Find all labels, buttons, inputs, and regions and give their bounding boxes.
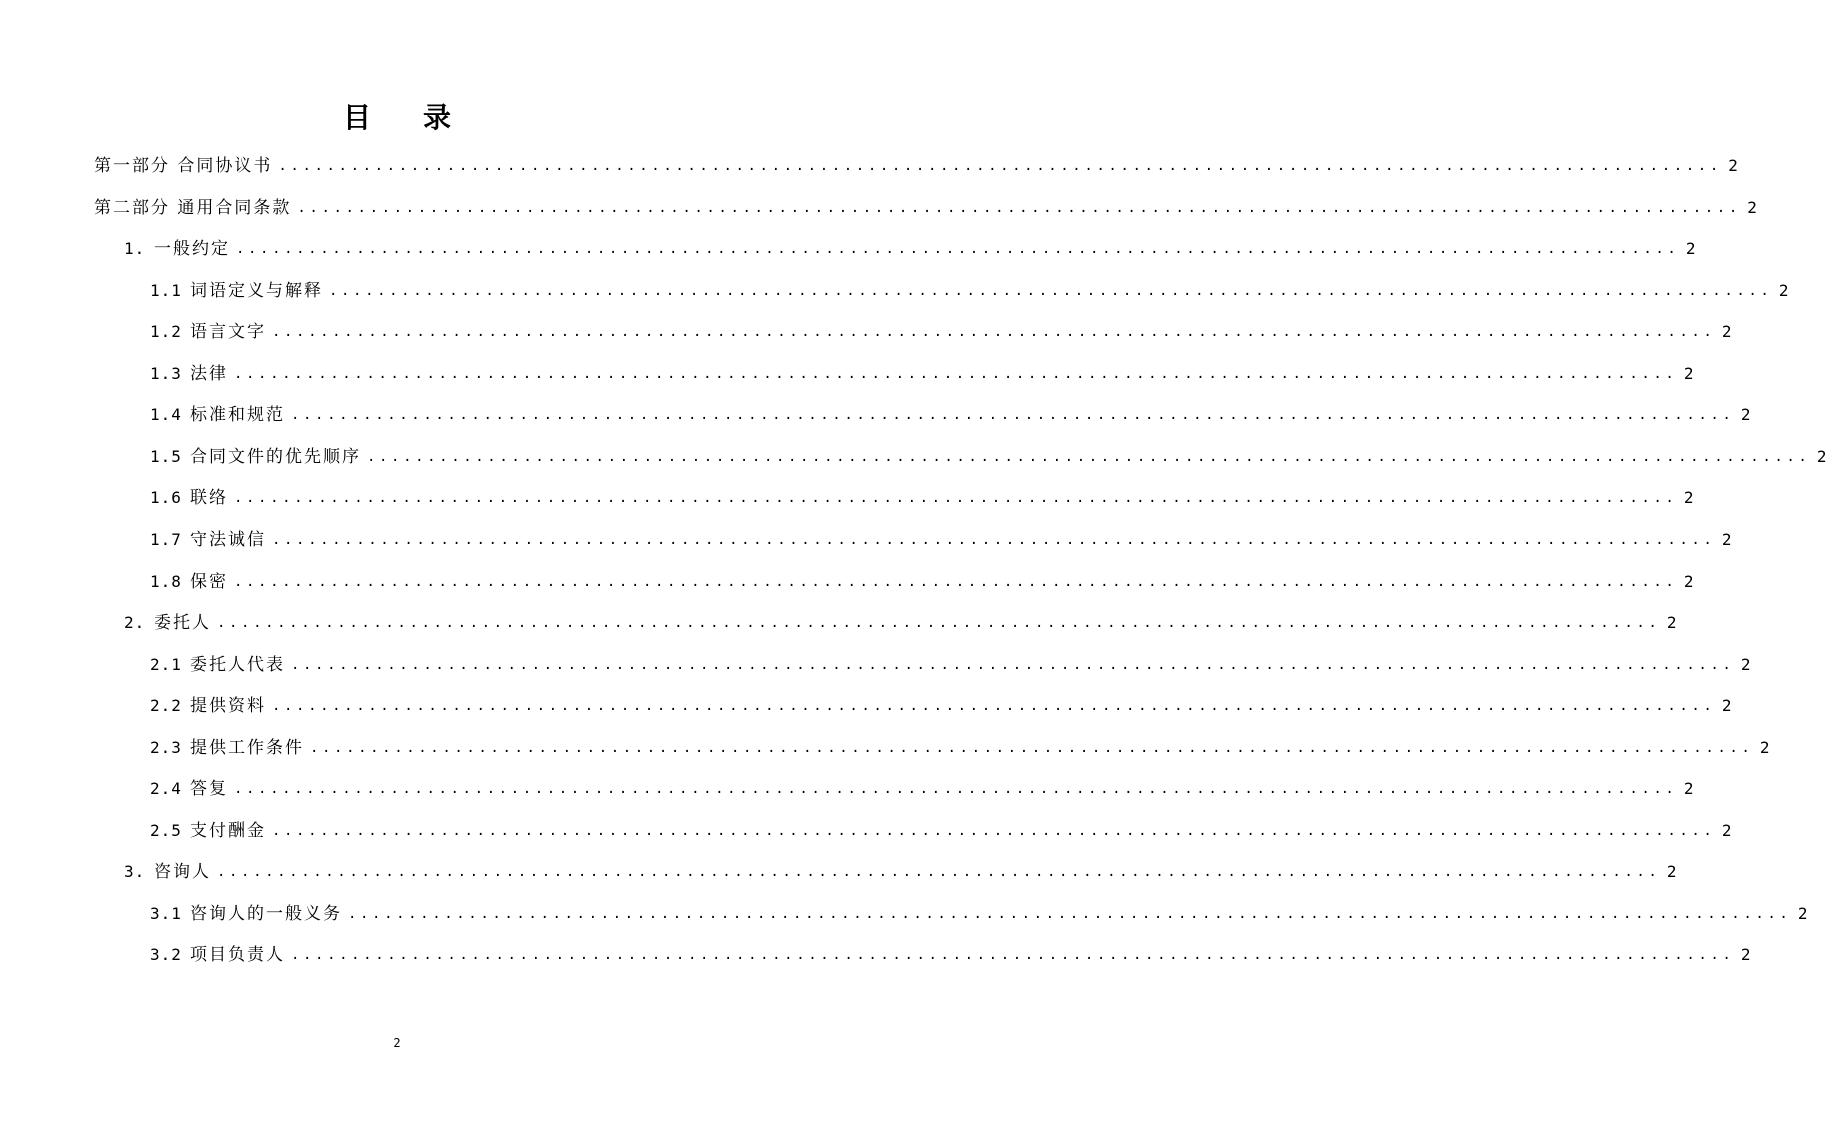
toc-entry-page: 2 bbox=[1816, 446, 1826, 466]
toc-entry[interactable] bbox=[150, 354, 1694, 394]
toc-dot-leader: ........................................................................................................................ bbox=[297, 199, 1741, 216]
toc-entry-label: 语言文字 bbox=[190, 322, 266, 343]
toc-entry-label: 咨询人 bbox=[154, 862, 211, 883]
toc-entry-page: 2 bbox=[1683, 779, 1694, 799]
toc-entry-number: 3. bbox=[124, 862, 146, 882]
toc-entry-number: 2.1 bbox=[150, 654, 182, 674]
toc-entry[interactable] bbox=[150, 935, 1751, 975]
toc-entry-number: 1.5 bbox=[150, 446, 182, 466]
toc-entry[interactable] bbox=[150, 686, 1732, 726]
toc-entry-number: 2.3 bbox=[150, 737, 182, 757]
toc-title-char-1: 目 bbox=[342, 101, 371, 134]
toc-entry[interactable] bbox=[150, 769, 1694, 809]
toc-entry[interactable] bbox=[150, 478, 1694, 518]
toc-entry-label: 委托人代表 bbox=[190, 654, 285, 675]
toc-dot-leader: ........................................................................................................................ bbox=[217, 615, 1661, 632]
toc-entry-number: 2.4 bbox=[150, 779, 182, 799]
toc-dot-leader: ........................................................................................................................ bbox=[272, 698, 1716, 715]
toc-entry-label: 第一部分 合同协议书 bbox=[94, 156, 273, 176]
toc-entry-page: 2 bbox=[1666, 862, 1677, 882]
toc-entry[interactable] bbox=[150, 271, 1789, 311]
toc-entry[interactable] bbox=[150, 312, 1732, 352]
toc-entry-number: 3.1 bbox=[150, 903, 182, 923]
toc-entry-label: 守法诚信 bbox=[190, 529, 266, 550]
toc-entry[interactable] bbox=[94, 146, 1738, 186]
toc-dot-leader: ........................................................................................................................ bbox=[291, 407, 1735, 424]
toc-entry-label: 法律 bbox=[190, 363, 228, 384]
toc-entry[interactable] bbox=[124, 852, 1677, 892]
toc-entry-label: 提供资料 bbox=[190, 696, 266, 717]
toc-entry-label: 合同文件的优先顺序 bbox=[190, 446, 361, 467]
toc-entry-page: 2 bbox=[1728, 156, 1738, 175]
toc-entry-page: 2 bbox=[1740, 405, 1751, 425]
toc-entry-label: 一般约定 bbox=[154, 239, 230, 260]
toc-entry-number: 1.2 bbox=[150, 322, 182, 342]
toc-entry-label: 咨询人的一般义务 bbox=[190, 903, 342, 924]
toc-entry-page: 2 bbox=[1683, 363, 1694, 383]
toc-title bbox=[0, 96, 794, 136]
toc-entry-label: 第二部分 通用合同条款 bbox=[94, 197, 292, 218]
toc-entry-number: 1.7 bbox=[150, 529, 182, 549]
toc-dot-leader: ........................................................................................................................ bbox=[272, 531, 1716, 548]
toc-entry-label: 委托人 bbox=[154, 613, 211, 634]
toc-dot-leader: ........................................................................................................................ bbox=[291, 947, 1735, 964]
toc-entry-label: 提供工作条件 bbox=[190, 737, 304, 758]
toc-entry-page: 2 bbox=[1721, 820, 1732, 840]
toc-entry-number: 1.1 bbox=[150, 280, 182, 300]
toc-entry-page: 2 bbox=[1721, 696, 1732, 716]
toc-entry[interactable] bbox=[150, 520, 1732, 560]
toc-entry-number: 1.4 bbox=[150, 405, 182, 425]
toc-entry-number: 1.8 bbox=[150, 571, 182, 591]
toc-entry-page: 2 bbox=[1778, 280, 1789, 300]
toc-entry[interactable] bbox=[124, 603, 1677, 643]
toc-entry[interactable] bbox=[150, 894, 1808, 934]
toc-entry-label: 词语定义与解释 bbox=[190, 280, 323, 301]
toc-entry-number: 1.6 bbox=[150, 488, 182, 508]
toc-dot-leader: ........................................................................................................................ bbox=[272, 324, 1716, 341]
toc-entry-number: 2.5 bbox=[150, 820, 182, 840]
toc-dot-leader: ........................................................................................................................ bbox=[234, 490, 1678, 507]
toc-entry[interactable] bbox=[94, 188, 1757, 228]
toc-entry[interactable] bbox=[150, 437, 1826, 477]
toc-entry-label: 联络 bbox=[190, 488, 228, 509]
toc-entry-number: 1. bbox=[124, 239, 146, 259]
toc-entry[interactable] bbox=[124, 229, 1696, 269]
toc-entry-page: 2 bbox=[1759, 737, 1770, 757]
toc-entry-page: 2 bbox=[1740, 654, 1751, 674]
toc-entry-label: 标准和规范 bbox=[190, 405, 285, 426]
toc-entry-page: 2 bbox=[1683, 571, 1694, 591]
toc-entry-page: 2 bbox=[1666, 613, 1677, 633]
toc-entry-page: 2 bbox=[1721, 529, 1732, 549]
toc-entry[interactable] bbox=[150, 395, 1751, 435]
toc-entry-label: 支付酬金 bbox=[190, 820, 266, 841]
toc-entry-label: 保密 bbox=[190, 571, 228, 592]
toc-entry-label: 答复 bbox=[190, 779, 228, 800]
toc-entry-page: 2 bbox=[1740, 945, 1751, 965]
toc-dot-leader: ........................................................................................................................ bbox=[234, 573, 1678, 590]
toc-entry-number: 2.2 bbox=[150, 696, 182, 716]
toc-dot-leader: ........................................................................................................................ bbox=[291, 656, 1735, 673]
toc-title-char-2: 录 bbox=[423, 101, 452, 134]
page-number: 2 bbox=[393, 1036, 401, 1050]
toc-dot-leader: ........................................................................................................................ bbox=[310, 739, 1754, 756]
toc-dot-leader: ........................................................................................................................ bbox=[217, 864, 1661, 881]
toc-dot-leader: ........................................................................................................................ bbox=[272, 822, 1716, 839]
toc-dot-leader: ........................................................................................................................ bbox=[367, 448, 1811, 465]
toc-entry-number: 2. bbox=[124, 613, 146, 633]
toc-entry-label: 项目负责人 bbox=[190, 945, 285, 966]
toc-entry-page: 2 bbox=[1797, 903, 1808, 923]
toc-entry-number: 3.2 bbox=[150, 945, 182, 965]
toc-entry-page: 2 bbox=[1747, 197, 1757, 217]
toc-entry[interactable] bbox=[150, 562, 1694, 602]
toc-dot-leader: ........................................................................................................................ bbox=[278, 158, 1722, 174]
toc-dot-leader: ........................................................................................................................ bbox=[234, 365, 1678, 382]
toc-dot-leader: ........................................................................................................................ bbox=[236, 241, 1680, 258]
toc-dot-leader: ........................................................................................................................ bbox=[348, 905, 1792, 922]
toc-entry-page: 2 bbox=[1685, 239, 1696, 259]
toc-entry[interactable] bbox=[150, 645, 1751, 685]
toc-entry-number: 1.3 bbox=[150, 363, 182, 383]
toc-dot-leader: ........................................................................................................................ bbox=[329, 282, 1773, 299]
toc-entry[interactable] bbox=[150, 728, 1770, 768]
toc-entry-page: 2 bbox=[1683, 488, 1694, 508]
toc-entry-page: 2 bbox=[1721, 322, 1732, 342]
toc-dot-leader: ........................................................................................................................ bbox=[234, 781, 1678, 798]
toc-entry[interactable] bbox=[150, 811, 1732, 851]
